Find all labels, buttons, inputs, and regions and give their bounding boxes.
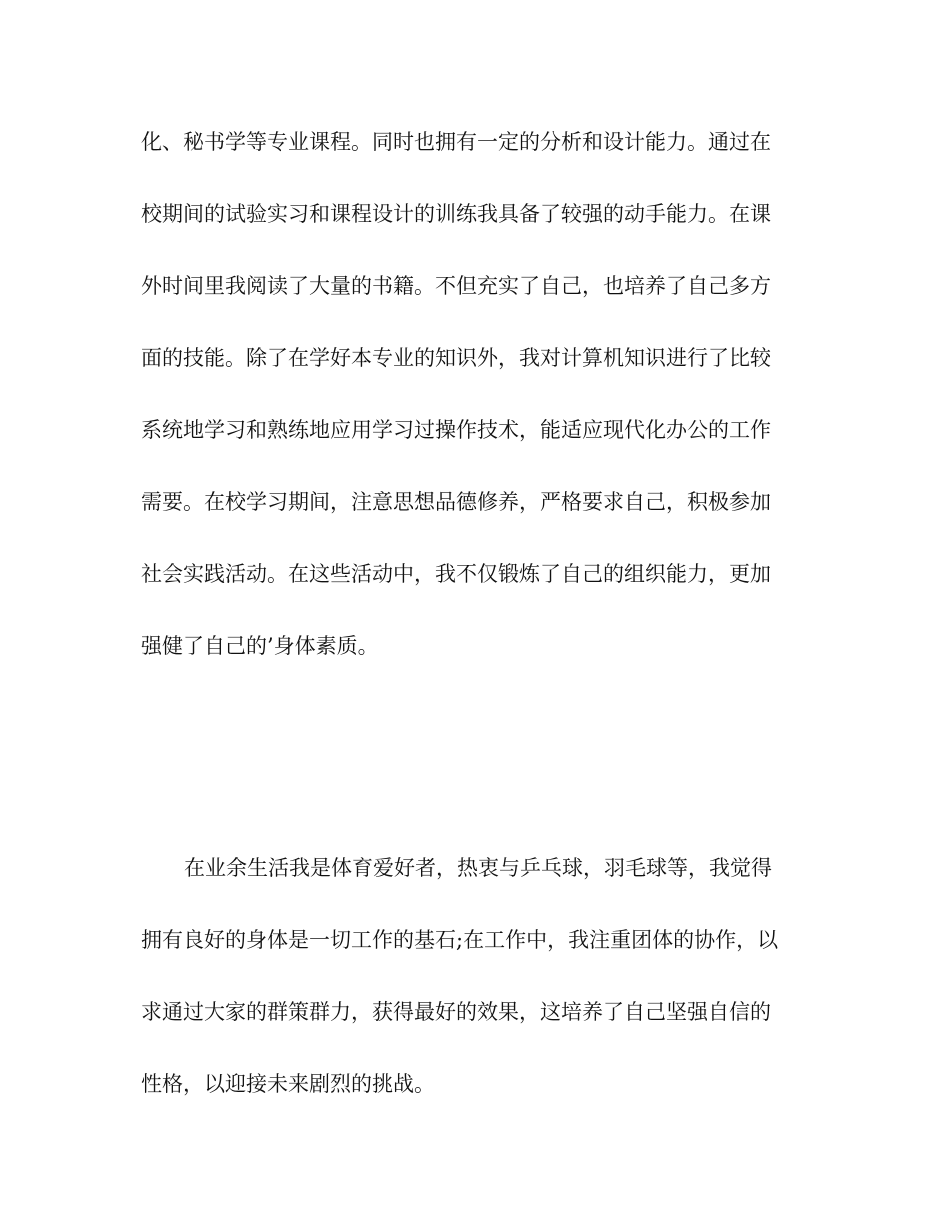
paragraph-line: 社会实践活动。在这些活动中，我不仅锻炼了自己的组织能力，更加 xyxy=(141,562,771,586)
paragraph-line: 系统地学习和熟练地应用学习过操作技术，能适应现代化办公的工作 xyxy=(141,418,771,442)
paragraph-line: 性格，以迎接未来剧烈的挑战。 xyxy=(141,1072,435,1096)
paragraph-line: 拥有良好的身体是一切工作的基石;在工作中，我注重团体的协作，以 xyxy=(141,928,779,952)
paragraph-line: 校期间的试验实习和课程设计的训练我具备了较强的动手能力。在课 xyxy=(141,202,771,226)
paragraph-line: 强健了自己的’身体素质。 xyxy=(141,634,379,658)
paragraph-line: 需要。在校学习期间，注意思想品德修养，严格要求自己，积极参加 xyxy=(141,490,771,514)
paragraph-line: 外时间里我阅读了大量的书籍。不但充实了自己，也培养了自己多方 xyxy=(141,274,771,298)
paragraph-line: 化、秘书学等专业课程。同时也拥有一定的分析和设计能力。通过在 xyxy=(141,130,771,154)
paragraph-line: 求通过大家的群策群力，获得最好的效果，这培养了自己坚强自信的 xyxy=(141,1000,771,1024)
paragraph-line: 面的技能。除了在学好本专业的知识外，我对计算机知识进行了比较 xyxy=(141,346,771,370)
paragraph-line: 在业余生活我是体育爱好者，热衷与乒乓球，羽毛球等，我觉得 xyxy=(184,856,772,880)
